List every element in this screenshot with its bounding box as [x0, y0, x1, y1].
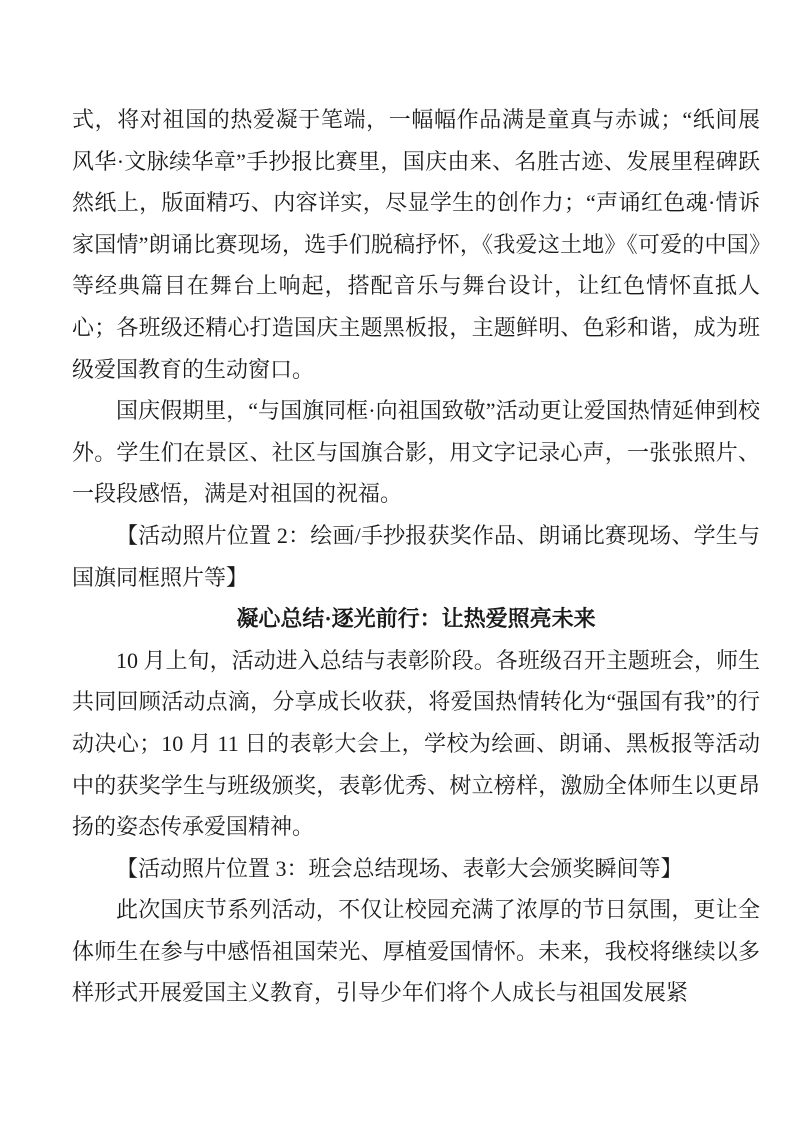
photo-placeholder-text: 【活动照片位置 3：班会总结现场、表彰大会颁奖瞬间等】 [116, 855, 683, 881]
body-paragraph: 式，将对祖国的热爱凝于笔端，一幅幅作品满是童真与赤诚；“纸间展风华·文脉续华章”手抄报比赛里，国庆由来、名胜古迹、发展里程碑跃然纸上，版面精巧、内容详实，尽显学生的创作力；“声诵红色魂·情诉家国情”朗诵比赛现场，选手们脱稿抒怀，《我爱这土地》《可爱的中国》等经典篇目在舞台上响起，搭配音乐与舞台设计，让红色情怀直抵人心；各班级还精心打造国庆主题黑板报，主题鲜明、色彩和谐，成为班级爱国教育的生动窗口。 [72, 107, 760, 382]
body-paragraph: 10 月上旬，活动进入总结与表彰阶段。各班级召开主题班会，师生共同回顾活动点滴，分享成长收获，将爱国热情转化为“强国有我”的行动决心；10 月 11 日的表彰大会上，学校为绘画、朗诵、黑板报等活动中的获奖学生与班级颁奖，表彰优秀、树立榜样，激励全体师生以更昂扬的姿态传承爱国精神。 [72, 647, 760, 840]
body-paragraph: 此次国庆节系列活动，不仅让校园充满了浓厚的节日氛围，更让全体师生在参与中感悟祖国荣光、厚植爱国情怀。未来，我校将继续以多样形式开展爱国主义教育，引导少年们将个人成长与祖国发展紧 [72, 897, 760, 1006]
photo-placeholder-text: 【活动照片位置 2：绘画/手抄报获奖作品、朗诵比赛现场、学生与国旗同框照片等】 [72, 522, 760, 590]
body-paragraph: 国庆假期里，“与国旗同框·向祖国致敬”活动更让爱国热情延伸到校外。学生们在景区、社区与国旗合影，用文字记录心声，一张张照片、一段段感悟，满是对祖国的祝福。 [72, 398, 760, 507]
section-heading: 凝心总结·逐光前行：让热爱照亮未来 [236, 606, 596, 632]
document-body [72, 99, 760, 1014]
